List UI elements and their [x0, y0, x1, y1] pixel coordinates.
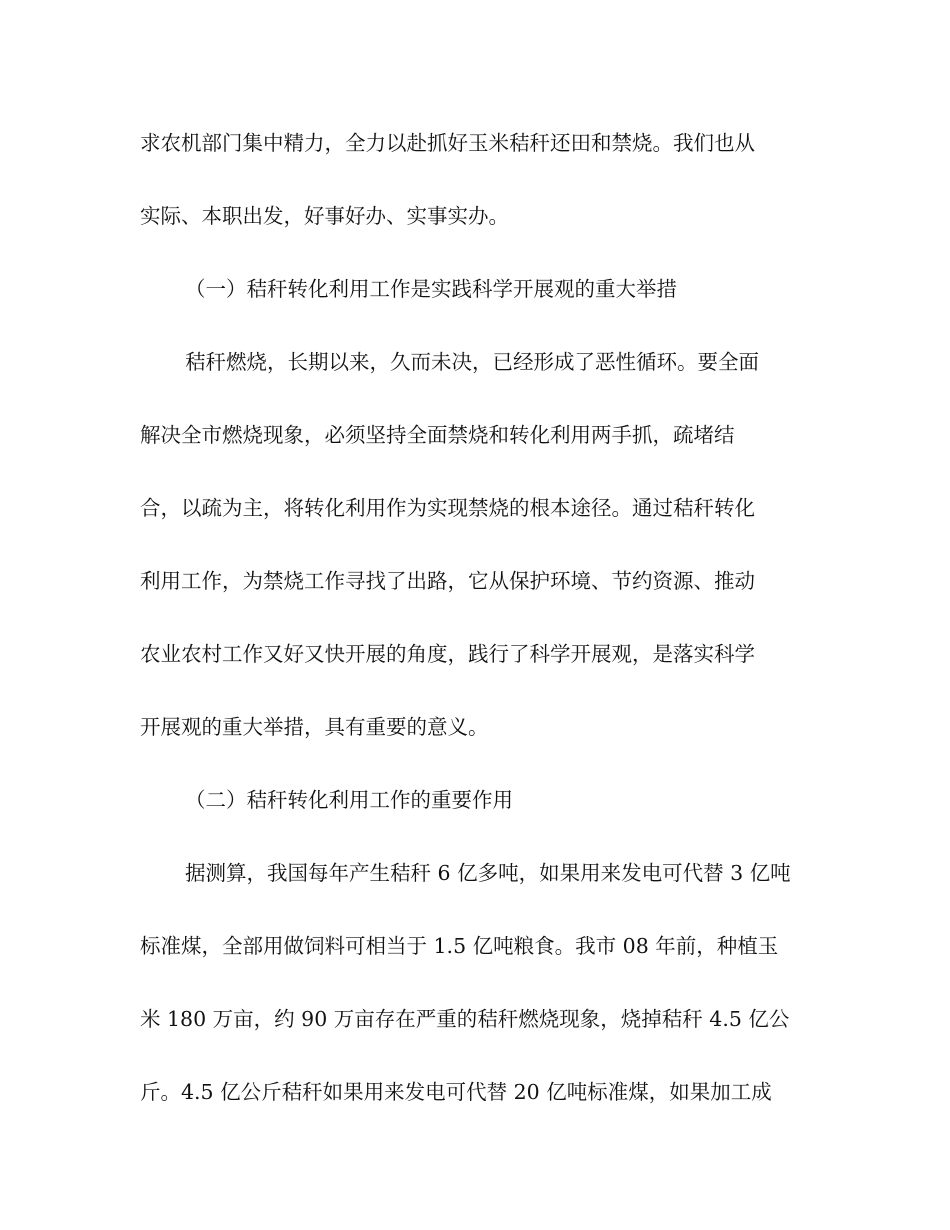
- text-line: 解决全市燃烧现象，必须坚持全面禁烧和转化利用两手抓，疏堵结: [140, 423, 735, 447]
- text-line: 合，以疏为主，将转化利用作为实现禁烧的根本途径。通过秸秆转化: [140, 496, 755, 520]
- text-line: 开展观的重大举措，具有重要的意义。: [140, 715, 489, 739]
- text-line: 秸秆燃烧，长期以来，久而未决，已经形成了恶性循环。要全面: [185, 350, 759, 374]
- text-line: 农业农村工作又好又快开展的角度，践行了科学开展观，是落实科学: [140, 642, 755, 666]
- text-line: 求农机部门集中精力，全力以赴抓好玉米秸秆还田和禁烧。我们也从: [140, 131, 755, 155]
- section-heading: （一）秸秆转化利用工作是实践科学开展观的重大举措: [185, 277, 677, 301]
- text-line: 实际、本职出发，好事好办、实事实办。: [140, 204, 509, 228]
- section-heading: （二）秸秆转化利用工作的重要作用: [185, 788, 513, 812]
- text-line: 米 180 万亩，约 90 万亩存在严重的秸秆燃烧现象，烧掉秸秆 4.5 亿公: [140, 1007, 790, 1031]
- text-line: 利用工作，为禁烧工作寻找了出路，它从保护环境、节约资源、推动: [140, 569, 755, 593]
- text-line: 标准煤，全部用做饲料可相当于 1.5 亿吨粮食。我市 08 年前，种植玉: [140, 934, 779, 958]
- text-line: 据测算，我国每年产生秸秆 6 亿多吨，如果用来发电可代替 3 亿吨: [185, 861, 791, 885]
- text-line: 斤。4.5 亿公斤秸秆如果用来发电可代替 20 亿吨标准煤，如果加工成: [140, 1080, 772, 1104]
